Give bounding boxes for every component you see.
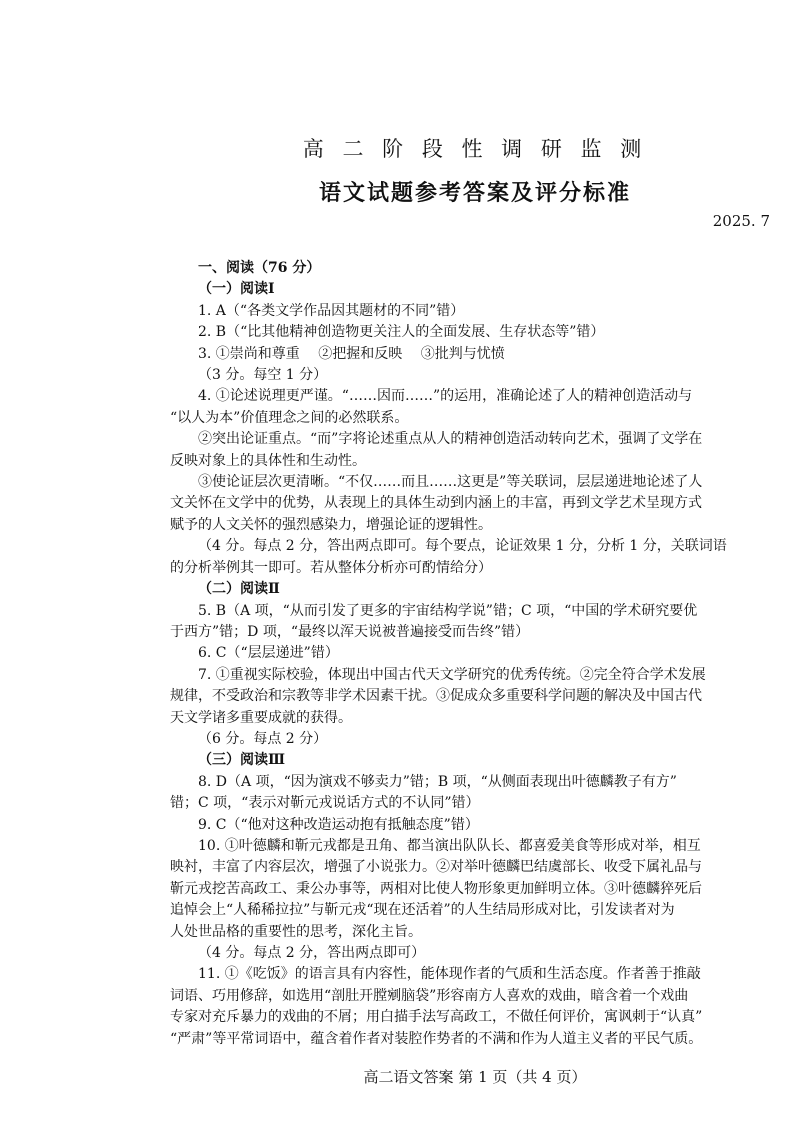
text-line: 人处世品格的重要性的思考，深化主旨。 [170,923,422,940]
text-line: 追悼会上“人稀稀拉拉”与靳元戎“现在还活着”的人生结局形成对比，引发读者对为 [170,902,675,919]
text-line: 8. D（A 项，“因为演戏不够卖力”错；B 项，“从侧面表现出叶德麟教子有方” [198,773,677,790]
text-line: 靳元戎挖苦高政工、秉公办事等，两相对比使人物形象更加鲜明立体。③叶德麟猝死后 [170,880,702,897]
text-line: 3. ①崇尚和尊重 ②把握和反映 ③批判与忧愤 [198,345,505,362]
text-line: （4 分。每点 2 分，答出两点即可。每个要点，论证效果 1 分，分析 1 分，关联词语 [198,538,727,555]
text-line: 6. C（“层层递进”错） [198,645,339,662]
text-line: 2. B（“比其他精神创造物更关注人的全面发展、生存状态等”错） [198,324,605,341]
text-line: 天文学诸多重要成就的获得。 [170,709,352,726]
text-line: 5. B（A 项，“从而引发了更多的宇宙结构学说”错；C 项，“中国的学术研究要优 [198,602,698,619]
text-line: 11. ①《吃饭》的语言具有内容性，能体现作者的气质和生活态度。作者善于推敲 [198,966,701,983]
section-heading: （三）阅读Ⅲ [198,752,286,769]
section-heading: （二）阅读Ⅱ [198,581,280,598]
page-footer: 高二语文答案 第 1 页（共 4 页） [363,1068,587,1086]
text-line: ②突出论证重点。“而”字将论述重点从人的精神创造活动转向艺术，强调了文学在 [198,431,703,448]
text-line: ③使论证层次更清晰。“不仅……而且……这更是”等关联词，层层递进地论述了人 [198,474,703,491]
text-line: （6 分。每点 2 分） [198,730,328,747]
text-line: 规律，不受政治和宗教等非学术因素干扰。③促成众多重要科学问题的解决及中国古代 [170,688,702,705]
text-line: 文关怀在文学中的优势，从表现上的具体生动到内涵上的丰富，再到文学艺术呈现方式 [170,495,702,512]
text-line: 10. ①叶德麟和靳元戎都是丑角、都当演出队队长、都喜爱美食等形成对举，相互 [198,837,701,854]
section-heading: 一、阅读（76 分） [198,260,321,276]
text-line: 的分析举例其一即可。若从整体分析亦可酌情给分） [170,559,492,576]
document-date: 2025. 7 [712,212,770,230]
text-line: 赋予的人文关怀的强烈感染力，增强论证的逻辑性。 [170,516,492,533]
page-title: 高 二 阶 段 性 调 研 监 测 [302,137,648,161]
text-line: 7. ①重视实际校验，体现出中国古代天文学研究的优秀传统。②完全符合学术发展 [198,666,706,683]
text-line: 4. ①论述说理更严谨。“……因而……”的运用，准确论述了人的精神创造活动与 [198,388,693,405]
text-line: 错；C 项，“表示对靳元戎说话方式的不认同”错） [170,795,480,812]
answer-content [170,258,782,1050]
text-line: 映衬，丰富了内容层次，增强了小说张力。②对举叶德麟巴结虞部长、收受下属礼品与 [170,859,702,876]
text-line: “以人为本”价值理念之间的必然联系。 [170,409,409,426]
text-line: “严肃”等平常词语中，蕴含着作者对装腔作势者的不满和作为人道主义者的平民气质。 [170,1030,703,1047]
document-title: 语文试题参考答案及评分标准 [318,180,631,206]
text-line: 9. C（“他对这种改造运动抱有抵触态度”错） [198,816,479,833]
text-line: 于西方”错；D 项，“最终以浑天说被普遍接受而告终”错） [170,623,530,640]
text-line: （4 分。每点 2 分，答出两点即可） [198,945,426,961]
text-line: 词语、巧用修辞，如选用“剖肚开膛剜脑袋”形容南方人喜欢的戏曲，暗含着一个戏曲 [170,987,689,1004]
text-line: （3 分。每空 1 分） [198,367,328,384]
text-line: 1. A（“各类文学作品因其题材的不同”错） [198,302,465,319]
text-line: 反映对象上的具体性和生动性。 [170,452,366,469]
section-heading: （一）阅读Ⅰ [198,281,275,298]
text-line: 专家对充斥暴力的戏曲的不屑；用白描手法写高政工，不做任何评价，寓讽刺于“认真” [170,1009,703,1026]
